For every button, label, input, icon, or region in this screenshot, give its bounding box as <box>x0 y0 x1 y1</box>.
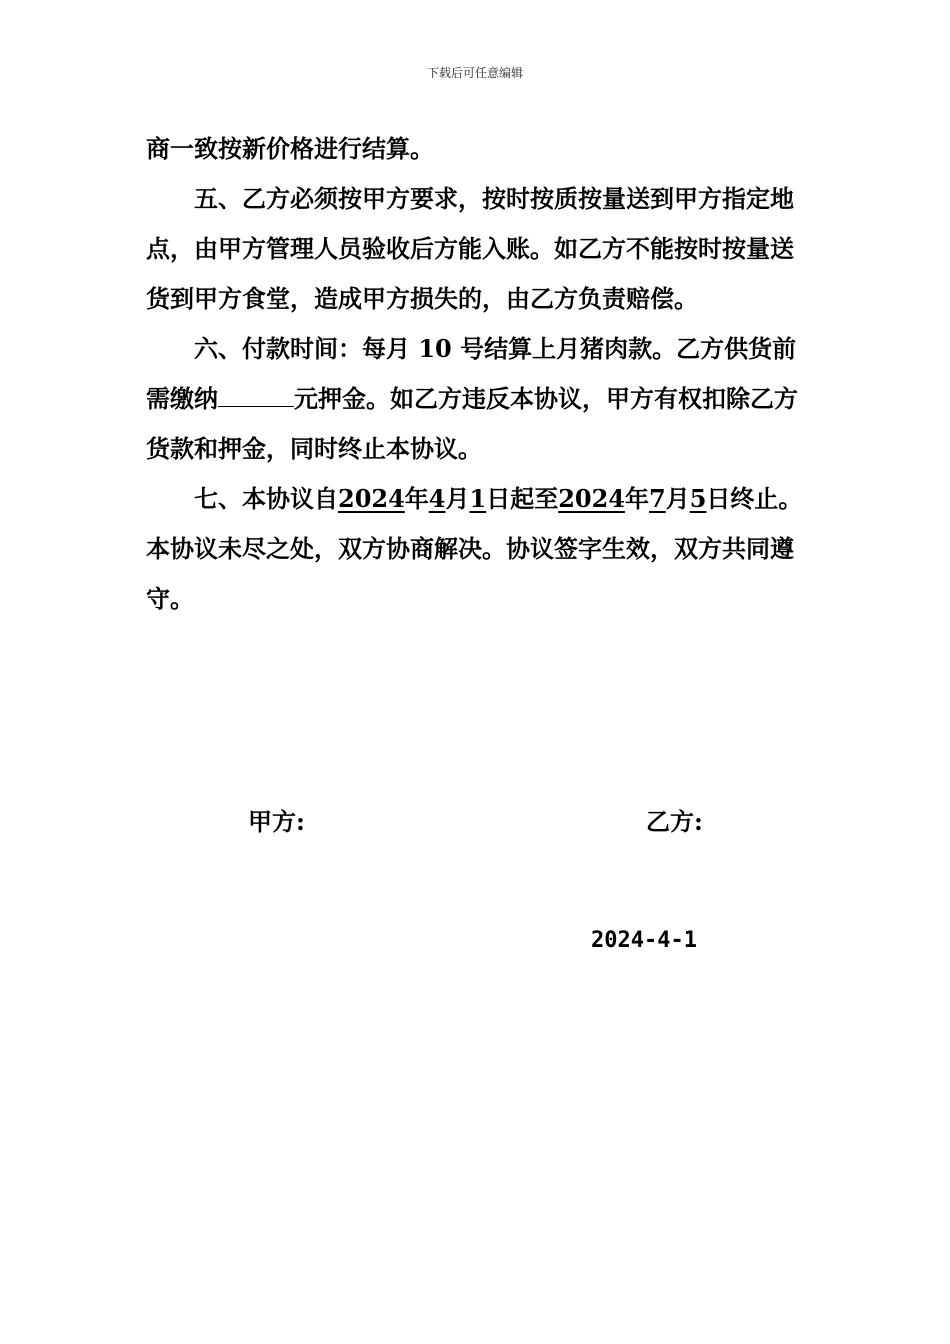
clause-7-suffix: 日终止。本协议未尽之处，双方协商解决。协议签字生效，双方共同遵守。 <box>146 484 803 613</box>
end-month: 7 <box>649 484 666 513</box>
start-month: 4 <box>428 484 446 513</box>
start-year: 2024 <box>338 484 405 513</box>
clause-7-prefix: 七、本协议自 <box>194 484 338 513</box>
end-day: 5 <box>689 484 707 513</box>
party-a-label: 甲方: <box>248 807 305 836</box>
signing-date: 2024-4-1 <box>591 928 697 953</box>
month-char-2: 月 <box>665 484 690 513</box>
month-char-1: 月 <box>445 484 470 513</box>
party-b-label: 乙方: <box>646 807 703 836</box>
clause-5: 五、乙方必须按甲方要求，按时按质按量送到甲方指定地点，由甲方管理人员验收后方能入账。如乙方不能按时按量送货到甲方食堂，造成甲方损失的，由乙方负责赔偿。 <box>146 184 794 313</box>
year-char-2: 年 <box>625 484 649 513</box>
signature-row <box>0 802 950 842</box>
end-year: 2024 <box>558 484 625 513</box>
agreement-body <box>146 124 806 624</box>
year-char-1: 年 <box>404 484 429 513</box>
clause-7-mid: 日起至 <box>486 484 559 513</box>
deposit-blank <box>218 388 294 407</box>
clause-6-part-b: 元押金。如乙方违反本协议，甲方有权扣除乙方货款和押金，同时终止本协议。 <box>146 384 798 463</box>
start-day: 1 <box>469 484 487 513</box>
page-header-note: 下载后可任意编辑 <box>426 66 523 80</box>
clause-7 <box>146 474 806 624</box>
clause-6 <box>146 324 806 474</box>
clause-4-continuation: 商一致按新价格进行结算。 <box>146 134 434 163</box>
clause-6-part-a: 六、付款时间：每月 10 号结算上月猪肉款。乙方供货前需缴纳 <box>146 334 797 413</box>
